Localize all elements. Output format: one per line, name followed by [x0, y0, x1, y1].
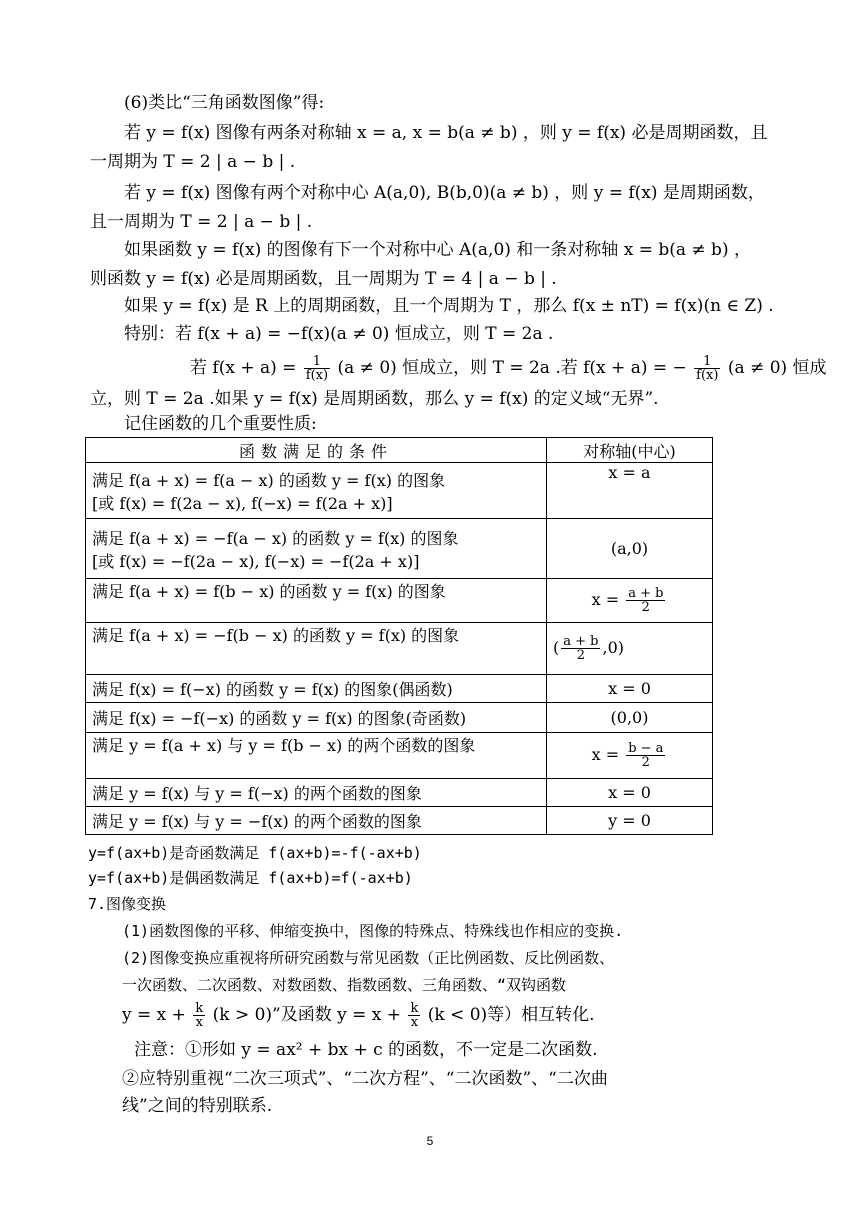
paragraph-line: 特别：若 f(x + a) = −f(x)(a ≠ 0) 恒成立，则 T = 2a . — [124, 324, 554, 344]
axis-prefix: x = — [591, 590, 620, 609]
axis-suffix: ,0) — [602, 638, 624, 657]
fraction-denominator: f(x) — [696, 368, 719, 383]
section-heading-6: (6)类比“三角函数图像”得: — [124, 93, 325, 113]
fraction-denominator: 2 — [576, 648, 585, 663]
condition-cell — [86, 519, 547, 579]
table-row — [86, 733, 713, 779]
axis-cell: (a,0) — [547, 519, 713, 579]
fraction-denominator: x — [195, 1015, 203, 1030]
header-axis: 对称轴(中心) — [547, 438, 713, 463]
paragraph-line: 记住函数的几个重要性质: — [124, 414, 317, 434]
fraction-numerator: 1 — [304, 355, 330, 369]
paragraph-line: 若 y = f(x) 图像有两个对称中心 A(a,0), B(b,0)(a ≠ b) ，则 y = f(x) 是周期函数， — [124, 183, 765, 203]
axis-cell — [547, 623, 713, 675]
paragraph-line: 则函数 y = f(x) 必是周期函数，且一周期为 T = 4 | a − b | . — [90, 269, 557, 289]
axis-cell: x = a — [547, 463, 713, 519]
axis-cell: y = 0 — [547, 807, 713, 835]
axis-prefix: ( — [553, 638, 560, 657]
condition-cell: 满足 f(a + x) = f(b − x) 的函数 y = f(x) 的图象 — [86, 579, 547, 623]
even-function-note: y=f(ax+b)是偶函数满足 f(ax+b)=f(-ax+b) — [88, 869, 413, 887]
fraction-denominator: f(x) — [305, 368, 329, 383]
condition-alt-line: [或 f(x) = f(2a − x), f(−x) = f(2a + x)] — [92, 493, 393, 513]
condition-cell — [86, 463, 547, 519]
page-number: 5 — [426, 1134, 434, 1148]
axis-cell — [547, 733, 713, 779]
paragraph-line: 立，则 T = 2a .如果 y = f(x) 是周期函数，那么 y = f(x) 的定义域“无界”. — [90, 389, 659, 409]
paragraph-line-fractions — [190, 350, 827, 386]
fraction-numerator: a + b — [628, 586, 664, 601]
fraction — [561, 635, 600, 662]
paragraph-line: 注意：①形如 y = ax² + bx + c 的函数，不一定是二次函数. — [134, 1040, 598, 1060]
header-condition: 函数满足的条件 — [86, 438, 547, 463]
table-row — [86, 519, 713, 579]
condition-cell: 满足 y = f(x) 与 y = −f(x) 的两个函数的图象 — [86, 807, 547, 835]
text-segment: (a ≠ 0) 恒成 — [727, 358, 827, 378]
fraction — [626, 587, 665, 614]
fraction — [626, 742, 665, 769]
paragraph-line: (1)函数图像的平移、伸缩变换中，图像的特殊点、特殊线也作相应的变换. — [122, 922, 624, 940]
table-row — [86, 463, 713, 519]
paragraph-line: 若 y = f(x) 图像有两条对称轴 x = a, x = b(a ≠ b) ，则 y = f(x) 必是周期函数，且 — [124, 123, 768, 143]
table-row — [86, 623, 713, 675]
fraction-numerator: k — [410, 1001, 419, 1016]
fraction-denominator: 2 — [641, 755, 650, 770]
paragraph-line: 一次函数、二次函数、对数函数、指数函数、三角函数、“双钩函数 — [122, 976, 567, 994]
text-segment: 若 f(x + a) = — [190, 358, 297, 378]
table-row — [86, 779, 713, 807]
fraction — [694, 355, 720, 382]
table-row — [86, 579, 713, 623]
text-segment: y = x + — [122, 1005, 186, 1025]
table-row — [86, 807, 713, 835]
condition-cell: 满足 f(x) = f(−x) 的函数 y = f(x) 的图象(偶函数) — [86, 675, 547, 703]
condition-line: 满足 f(a + x) = f(a − x) 的函数 y = f(x) 的图象 — [92, 470, 446, 490]
section-heading-7: 7.图像变换 — [88, 895, 167, 913]
paragraph-line: 线”之间的特别联系. — [122, 1096, 273, 1116]
text-segment: (k > 0)”及函数 y = x + — [212, 1005, 402, 1025]
fraction — [304, 355, 330, 382]
paragraph-line: 如果函数 y = f(x) 的图像有下一个对称中心 A(a,0) 和一条对称轴 x = b(a ≠ b) ， — [124, 240, 751, 260]
text-segment: (a ≠ 0) 恒成立，则 T = 2a .若 f(x + a) = − — [337, 358, 687, 378]
condition-alt-line: [或 f(x) = −f(2a − x), f(−x) = −f(2a + x)] — [92, 551, 420, 571]
text-segment: (k < 0)等）相互转化. — [427, 1005, 595, 1025]
odd-function-note: y=f(ax+b)是奇函数满足 f(ax+b)=-f(-ax+b) — [88, 844, 422, 862]
paragraph-line: (2)图像变换应重视将所研究函数与常见函数（正比例函数、反比例函数、 — [122, 949, 615, 967]
properties-table — [85, 437, 713, 835]
paragraph-line: 且一周期为 T = 2 | a − b | . — [90, 212, 313, 232]
fraction-numerator: a + b — [563, 634, 599, 649]
axis-cell — [547, 579, 713, 623]
condition-line: 满足 f(a + x) = −f(a − x) 的函数 y = f(x) 的图象 — [92, 528, 459, 548]
table-row — [86, 703, 713, 733]
paragraph-line: 一周期为 T = 2 | a − b | . — [90, 152, 296, 172]
fraction-denominator: 2 — [641, 600, 650, 615]
fraction — [193, 1002, 205, 1029]
fraction-numerator: b − a — [628, 741, 664, 756]
axis-cell: x = 0 — [547, 675, 713, 703]
fraction-numerator: 1 — [694, 355, 720, 369]
table-row — [86, 675, 713, 703]
paragraph-line: 如果 y = f(x) 是 R 上的周期函数，且一个周期为 T ，那么 f(x ± nT) = f(x)(n ∈ Z) . — [124, 296, 774, 316]
condition-cell: 满足 f(a + x) = −f(b − x) 的函数 y = f(x) 的图象 — [86, 623, 547, 675]
condition-cell: 满足 f(x) = −f(−x) 的函数 y = f(x) 的图象(奇函数) — [86, 703, 547, 733]
condition-cell: 满足 y = f(x) 与 y = f(−x) 的两个函数的图象 — [86, 779, 547, 807]
fraction-numerator: k — [195, 1001, 204, 1016]
fraction-denominator: x — [410, 1015, 419, 1030]
axis-prefix: x = — [591, 745, 620, 764]
fraction — [408, 1002, 420, 1029]
axis-cell: (0,0) — [547, 703, 713, 733]
paragraph-line: ②应特别重视“二次三项式”、“二次方程”、“二次函数”、“二次曲 — [122, 1069, 608, 1089]
table-header-row — [86, 438, 713, 463]
axis-cell: x = 0 — [547, 779, 713, 807]
paragraph-line-fractions — [122, 998, 595, 1032]
condition-cell: 满足 y = f(a + x) 与 y = f(b − x) 的两个函数的图象 — [86, 733, 547, 779]
